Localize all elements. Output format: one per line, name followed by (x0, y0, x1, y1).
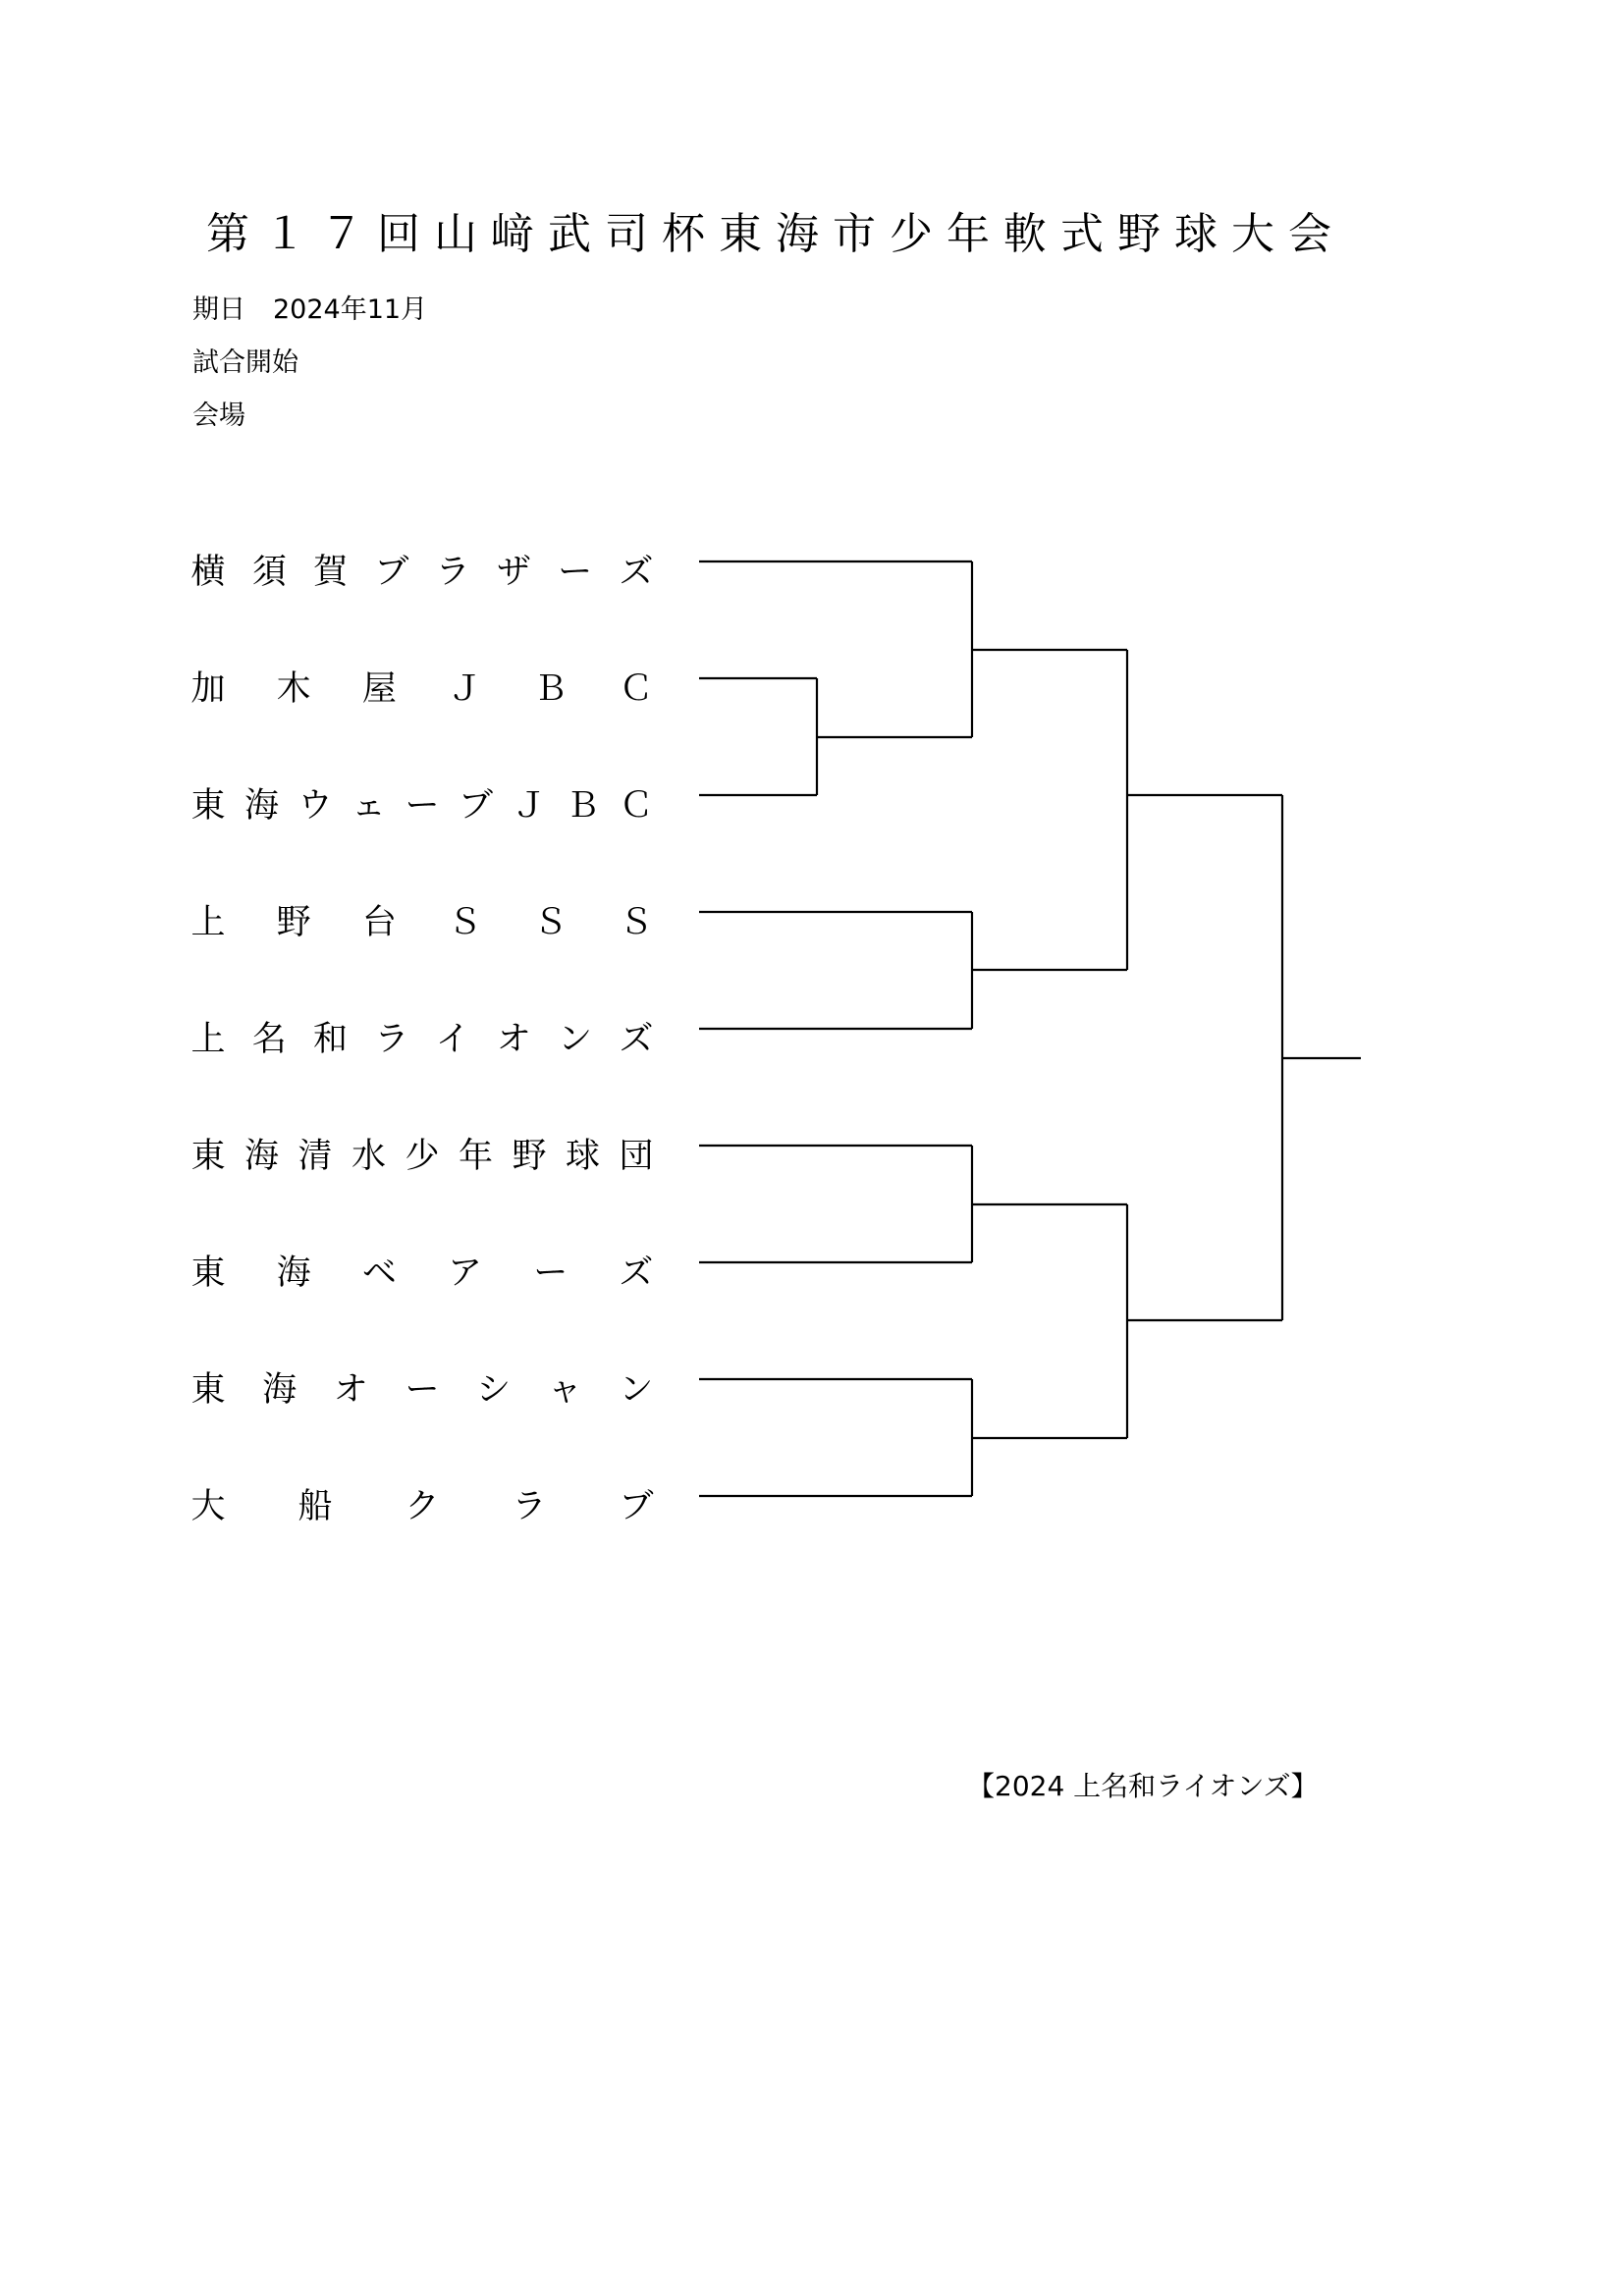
team-name: 上 野 台 Ｓ Ｓ Ｓ (190, 903, 654, 942)
team-name: 東 海 清 水 少 年 野 球 団 (190, 1137, 654, 1176)
team-name: 大 船 ク ラ ブ (190, 1487, 654, 1526)
venue-row (192, 397, 245, 436)
date-value: 2024年11月 (273, 294, 428, 325)
team-name: 東 海 オ ー シ ャ ン (190, 1370, 654, 1410)
team-name: 東 海 ベ ア ー ズ (190, 1254, 654, 1293)
date-row (192, 291, 427, 330)
previous-champion-note: 【2024 上名和ライオンズ】 (967, 1770, 1319, 1802)
team-name: 横 須 賀 ブ ラ ザ ー ズ (190, 553, 654, 592)
team-name: 東 海 ウ ェ ー ブ Ｊ Ｂ Ｃ (190, 786, 654, 826)
start-time-row (192, 344, 298, 383)
date-label: 期日 (192, 294, 245, 325)
team-name: 上 名 和 ラ イ オ ン ズ (190, 1020, 654, 1059)
page-title: 第１７回山﨑武司杯東海市少年軟式野球大会 (206, 209, 1345, 259)
start-time-label: 試合開始 (192, 347, 298, 378)
team-name: 加 木 屋 Ｊ Ｂ Ｃ (190, 669, 654, 709)
venue-label: 会場 (192, 400, 245, 431)
